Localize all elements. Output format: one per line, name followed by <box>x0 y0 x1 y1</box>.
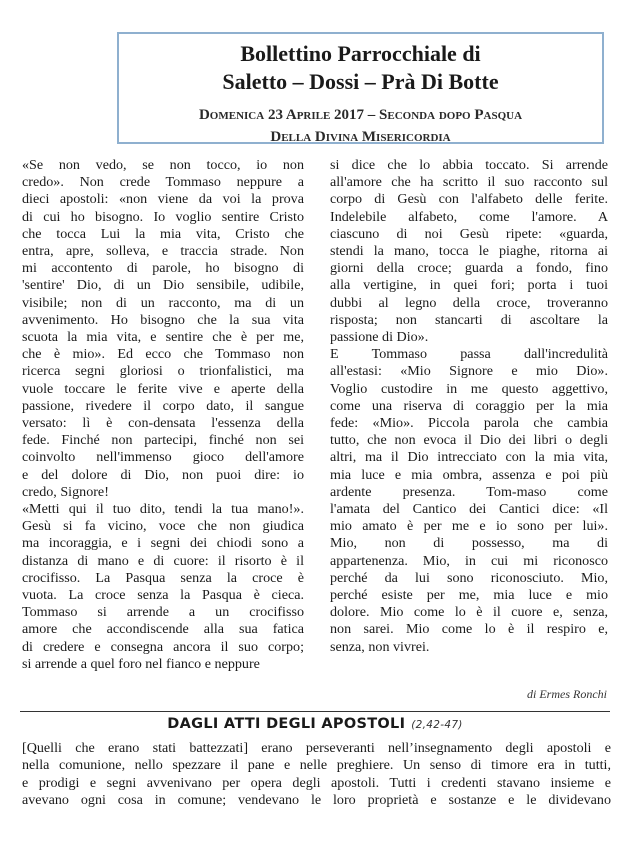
text-line: credo, Signore! <box>22 483 109 500</box>
text-line: Voglio custodire in me questo aggettivo, <box>330 380 608 397</box>
text-line: distanza di mano e di cuore: il risorto è il <box>22 552 304 569</box>
text-line: dolore. Mio come lo è il cuore e, senza, <box>330 604 608 621</box>
text-line: 'sentire' Dio, di un Dio sensibile, udibile, <box>22 277 304 294</box>
text-line: vuota. La croce senza la Pasqua è cieca. <box>22 587 304 604</box>
acts-reference: (2,42-47) <box>411 719 463 731</box>
text-line: coinvolto nell'immenso gioco dell'amore <box>22 449 304 466</box>
text-line: risposta; non stancarti di ascoltare la <box>330 311 608 328</box>
text-line: e prodigi e segni avvenivano per opera degli apostoli. Tutti i credenti stavano insieme e <box>22 774 611 791</box>
text-line: «Metti qui il tuo dito, tendi la tua mano!». <box>22 501 304 518</box>
text-line: nella comunione, nello spezzare il pane e nelle preghiere. Un senso di timore era in tutti, <box>22 757 611 774</box>
acts-reading-text <box>22 740 611 810</box>
text-line: versato: lì è con-densata l'essenza della <box>22 415 304 432</box>
text-line: passione, rivedere il corpo dato, il sangue <box>22 397 304 414</box>
text-line: ardente presenza. Tom-maso come <box>330 483 608 500</box>
text-line: di cui ho bisogno. Io voglio sentire Cristo <box>22 208 304 225</box>
text-line: e del dolore di Dio, non puoi dire: io <box>22 466 304 483</box>
text-line: mio amato è per me e io sono per lui». <box>330 518 608 535</box>
text-line: vuole toccare le ferite vive e aperte della <box>22 380 304 397</box>
bulletin-header <box>117 32 604 144</box>
text-line: credo». Non crede Tommaso neppure a <box>22 174 304 191</box>
text-line: passione di Dio». <box>330 329 429 346</box>
text-line: stendi la mano, tocca le piaghe, ritorna ai <box>330 243 608 260</box>
text-line: avevano ogni cosa in comune; vendevano le loro proprietà e sostanze e le dividevano <box>22 792 611 809</box>
text-line: non sarei. Mio come lo è il respiro e, <box>330 621 608 638</box>
text-line: corpo di Gesù con l'alfabeto delle ferite. <box>330 191 608 208</box>
text-line: giorni della croce; guarda a fondo, fino <box>330 260 608 277</box>
text-line: avvenimento. Ho bisogno che la sua vita <box>22 311 304 328</box>
text-line: fede: «Mio». Piccola parola che cambia <box>330 415 608 432</box>
text-line: di credere e consegna ancora il suo corpo; <box>22 638 304 655</box>
text-line: che è mio». Ed ecco che Tommaso non <box>22 346 304 363</box>
bulletin-date-line: Domenica 23 Aprile 2017 – Seconda dopo Pasqua <box>198 107 523 123</box>
text-line: perché da lui sono riconosciuto. Mio, <box>330 569 608 586</box>
text-line: senza, non vivrei. <box>330 638 430 655</box>
section-divider <box>20 711 610 712</box>
article-right-column <box>330 157 608 656</box>
text-line: scuota la mia vita, e sentire che è per me, <box>22 329 304 346</box>
text-line: ciascuno di noi Gesù ripete: «guarda, <box>330 225 608 242</box>
text-line: ma incoraggia, e i segni dei chiodi sono a <box>22 535 304 552</box>
bulletin-title-line-1: Bollettino Parrocchiale di <box>240 41 481 66</box>
bulletin-feast-line: Della Divina Misericordia <box>270 129 451 145</box>
text-line: l'amata del Cantico dei Cantici dice: «Il <box>330 501 608 518</box>
text-line: Indelebile alfabeto, come l'amore. A <box>330 208 608 225</box>
text-line: all'amore che ha scritto il suo racconto sul <box>330 174 608 191</box>
text-line: si arrende a quel foro nel fianco e neppure <box>22 655 260 672</box>
text-line: appartenenza. Mio, in cui mi riconosco <box>330 552 608 569</box>
acts-title-text: DAGLI ATTI DEGLI APOSTOLI <box>167 716 406 732</box>
text-line: dieci apostoli: «non viene da voi la prova <box>22 191 304 208</box>
text-line: tutto, che non evoca il Dio dei libri o degli <box>330 432 608 449</box>
text-line: visibile; non di un racconto, ma di un <box>22 294 304 311</box>
text-line: Tommaso si arrende a un crocifisso <box>22 604 304 621</box>
text-line: che tocca Lui la mia vita, Cristo che <box>22 225 304 242</box>
text-line: altri, ma il Dio intrecciato con la mia vita, <box>330 449 608 466</box>
text-line: amore che accondiscende alla sua fatica <box>22 621 304 638</box>
text-line: si dice che lo abbia toccato. Si arrende <box>330 157 608 173</box>
text-line: fede. Finché non partecipi, finché non sei <box>22 432 304 449</box>
text-line: [Quelli che erano stati battezzati] erano perseveranti nell’insegnamento degli apostoli e <box>22 740 611 756</box>
text-line: mi accontento di parole, ho bisogno di <box>22 260 304 277</box>
text-line: E Tommaso passa dall'incredulità <box>330 346 608 363</box>
text-line: entra, apre, solleva, e traccia strade. Non <box>22 243 304 260</box>
acts-section-title <box>20 716 610 732</box>
text-line: Mio, non di possesso, ma di <box>330 535 608 552</box>
bulletin-title-line-2: Saletto – Dossi – Prà Di Botte <box>222 69 499 94</box>
article-signature: di Ermes Ronchi <box>527 687 607 701</box>
text-line: dubbi al legno della croce, troveranno <box>330 294 608 311</box>
text-line: come una riserva di coraggio per la mia <box>330 397 608 414</box>
text-line: Gesù si fa vicino, voce che non giudica <box>22 518 304 535</box>
article-left-column <box>22 157 304 673</box>
text-line: ricerca segni gloriosi o trionfalistici, ma <box>22 363 304 380</box>
text-line: mia luce e mia ombra, assenza e poi più <box>330 466 608 483</box>
text-line: crocifisso. La Pasqua senza la croce è <box>22 569 304 586</box>
text-line: all'estasi: «Mio Signore e mio Dio». <box>330 363 608 380</box>
text-line: alla vertigine, in quei fori; porta i tuoi <box>330 277 608 294</box>
text-line: «Se non vedo, se non tocco, io non <box>22 157 304 173</box>
text-line: perché esiste per me, mia luce e mio <box>330 587 608 604</box>
